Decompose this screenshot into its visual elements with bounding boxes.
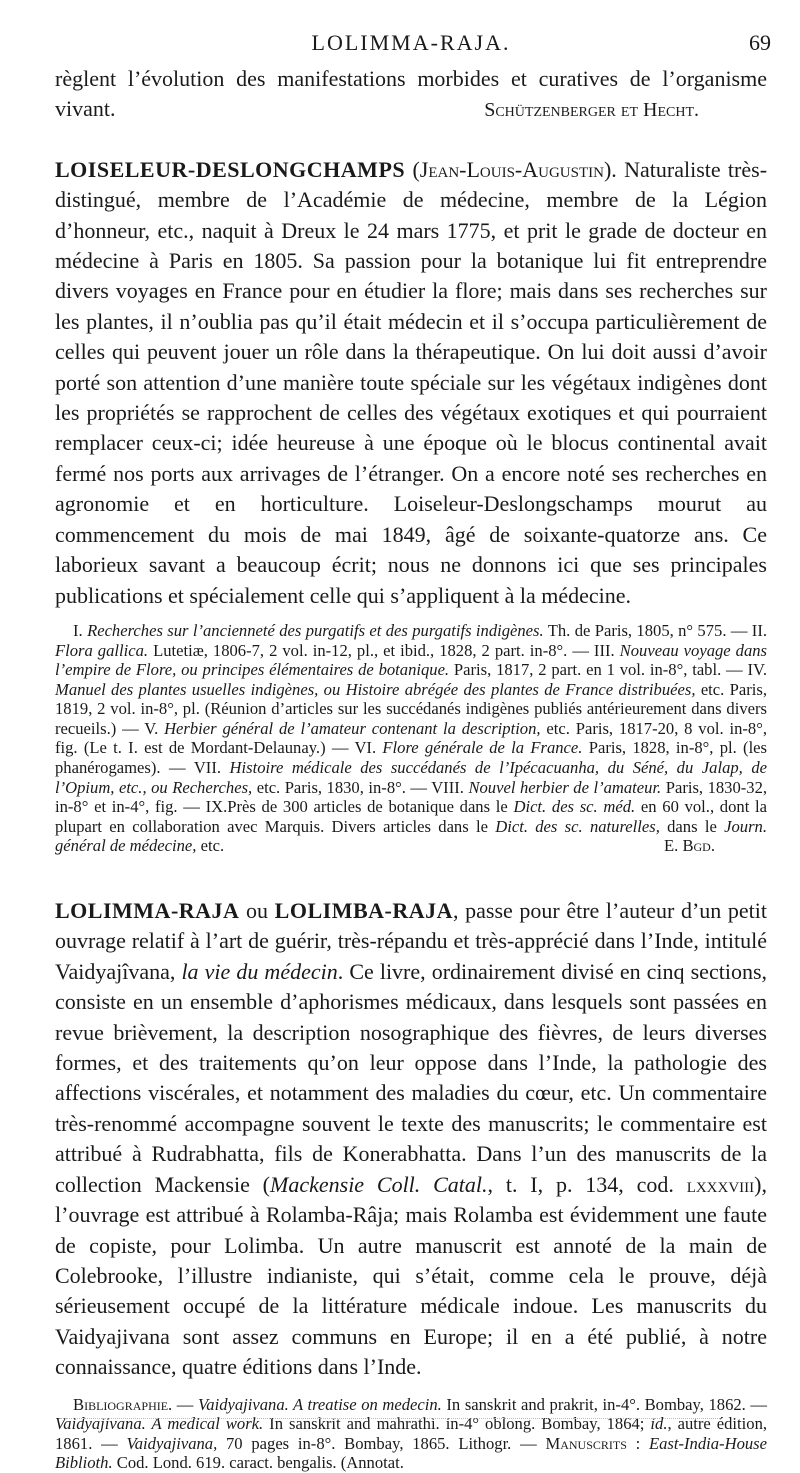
biblio-item — [73, 621, 752, 640]
spacer — [55, 856, 767, 896]
biblio-num: I. — [73, 620, 83, 640]
entry-lolimma-text: , t. I, p. 134, cod. — [487, 1171, 687, 1197]
page-number: 69 — [749, 30, 771, 55]
entry-lolimma-text: ), l’ouvrage est attribué à Rolamba-Râja; mais Rolamba est évidemment une faute de copiste, pour Lolimba. Un autre manuscrit est annoté de la main de Colebrooke, l’illustre indianiste, qui s’était, comme cela le prouve, déjà sérieusement occupé de la littérature médicale indoue. Les manuscrits du Vaidyajivana sont assez communs en Europe; il en a été publié, à notre connaissance, quatre éditions dans l’Inde. — [55, 1171, 767, 1380]
biblio-num: VIII. — [431, 777, 464, 797]
biblio-num: V. — [144, 718, 159, 738]
entry-lolimma-connector: ou — [239, 898, 275, 924]
manuscripts-rest: Cod. Lond. 619. caract. bengalis. (Annotat. — [112, 1453, 404, 1473]
biblio-title: Recherches sur l’ancienneté des purgatifs et des purgatifs indigènes. — [87, 620, 544, 640]
biblio-rest: In sanskrit and prakrit, in-4°. Bombay, 1862. — — [441, 1394, 768, 1414]
biblio-num: IV. — [747, 660, 767, 680]
biblio-title: Vaidyajivana. A medical work. — [55, 1414, 264, 1434]
entry-loiseleur-signature-text: E. Bgd. — [664, 836, 715, 856]
biblio-num: III. — [593, 640, 615, 660]
biblio-ref: Journ. général de médecine, — [55, 816, 767, 856]
biblio-text: etc. — [196, 836, 225, 856]
biblio-title: Flore générale de la France. — [382, 738, 583, 758]
biblio-ref: Dict. des sc. méd. — [513, 797, 636, 817]
biblio-rest: etc. Paris, 1817-20, 8 vol. in-8°, fig. (Le t. I. est de Mordant-Delaunay.) — — [55, 718, 768, 758]
biblio-title: Nouveau voyage dans l’empire de Flore, ou principes élémentaires de botanique. — [55, 640, 767, 680]
biblio-title: Histoire médicale des succédanés de l’Ipécacuanha, du Séné, du Jalap, de l’Opium, etc., ou Recherches, — [55, 758, 767, 797]
spacer — [55, 125, 767, 155]
manuscripts-title: East-India-House Biblioth. — [55, 1433, 767, 1473]
biblio-num: VI. — [354, 738, 377, 758]
carryover-signature-text: Schützenberger et Hecht. — [484, 98, 699, 121]
biblio-title: Vaidyajivana, — [126, 1433, 218, 1453]
biblio-rest: etc. Paris, 1819, 2 vol. in-8°, pl. (Réunion d’articles sur les succédanés indigènes publiés antérieurement dans divers recueils.) — — [55, 679, 767, 738]
biblio-num: II. — [751, 620, 767, 640]
manuscripts-sep: : — [626, 1433, 649, 1453]
biblio-title: Vaidyajivana. A treatise on medecin. — [197, 1394, 442, 1414]
entry-loiseleur-text: Naturaliste très-distingué, membre de l’Académie de médecine, membre de la Légion d’honneur, etc., naquit à Dreux le 24 mars 1775, et prit le grade de docteur en médecine à Paris en 1805. Sa passion pour la botanique lui fit entreprendre divers voyages en France pour en étudier la flore; mais dans ses recherches sur les plantes, il n’oublia pas qu’il était médecin et il s’occupa particulièrement de celles qui peuvent jouer un rôle dans la thérapeutique. On lui doit aussi d’avoir porté son attention d’une manière toute spéciale sur les végétaux indigènes dont les propriétés se rapprochent de celles des végétaux exotiques et qui pourraient remplacer ceux-ci; idée heureuse à une époque où le blocus continental avait fermé nos ports aux arrivages de l’étranger. On a encore noté ses recherches en agronomie et en horticulture. Loiseleur-Deslongschamps mourut au commencement du mois de mai 1849, âgé de soixante-quatorze ans. Ce laborieux savant a beaucoup écrit; nous ne donnons ici que ses principales publications et spécialement celle qui s’appliquent à la médecine. — [55, 156, 768, 608]
page — [55, 0, 771, 1473]
biblio-rest: Paris, 1830-32, in-8° et in-4°, fig. — — [55, 777, 768, 817]
biblio-num: IX. — [205, 797, 228, 817]
entry-loiseleur-forename: (Jean-Louis-Augustin). — [412, 156, 617, 182]
entry-loiseleur-headword: LOISELEUR-DESLONGCHAMPS — [55, 156, 406, 182]
carryover-text: règlent l’évolution des manifestations morbides et curatives de l’organisme vivant. — [55, 66, 767, 122]
biblio-rest: Près de 300 articles de botanique dans le — [227, 797, 514, 817]
manuscripts-label: Manuscrits — [545, 1433, 627, 1453]
entry-lolimma-codex: lxxxviii — [686, 1171, 755, 1197]
biblio-rest: Lutetiæ, 1806-7, 2 vol. in-12, pl., et ibid., 1828, 2 part. in-8°. — — [153, 640, 594, 660]
biblio-rest: Paris, 1828, in-8°, pl. (les phanérogames). — — [55, 738, 768, 778]
biblio-rest: etc. Paris, 1830, in-8°. — — [256, 777, 432, 797]
biblio-title: Manuel des plantes usuelles indigènes, ou Histoire abrégée des plantes de France distribuées, — [55, 679, 696, 699]
biblio-title: Flora gallica. — [55, 640, 149, 660]
biblio-rest: Th. de Paris, 1805, n° 575. — — [547, 620, 752, 640]
entry-lolimma-reference: Mackensie Coll. Catal. — [270, 1171, 488, 1197]
entry-lolimma-text: , passe pour être l’auteur d’un petit ouvrage relatif à l’art de guérir, très-répandu et très-apprécié dans l’Inde, intitulé Vaidyajîvana, — [55, 898, 767, 984]
entry-lolimma-text: . Ce livre, ordinairement divisé en cinq sections, consiste en un ensemble d’aphorismes médicaux, dans lesquels sont passées en revue brièvement, la description nosographique des fièvres, de leurs diverses formes, et des traitements qu’on leur oppose dans l’Inde, la pathologie des affections viscérales, et notamment des maladies du cœur, etc. Un commentaire très-renommé accompagne souvent le texte des manuscrits; le commentaire est attribué à Rudrabhatta, fils de Konerabhatta. Dans l’un des manuscrits de la collection Mackensie ( — [55, 958, 767, 1197]
biblio-text: en 60 vol., dont la plupart en collaboration avec Marquis. Divers articles dans le — [55, 797, 767, 836]
running-title: LOLIMMA-RAJA. — [311, 30, 511, 55]
biblio-title: Nouvel herbier de l’amateur. — [468, 777, 662, 797]
biblio-rest: 70 pages in-8°. Bombay, 1865. Lithogr. — — [217, 1433, 546, 1453]
biblio-num: VII. — [193, 758, 222, 778]
biblio-rest: In sanskrit and mahrathi. in-4° oblong. Bombay, 1864; — [263, 1414, 651, 1434]
biblio-rest: Paris, 1817, 2 part. en 1 vol. in-8°, tabl. — — [453, 660, 748, 680]
entry-lolimma — [55, 896, 767, 1383]
entry-loiseleur-bibliography — [55, 621, 767, 856]
biblio-label: Bibliographie. — [73, 1394, 173, 1414]
running-head — [55, 0, 771, 60]
carryover-signature — [55, 95, 767, 125]
biblio-title: Herbier général de l’amateur contenant la description, — [164, 718, 541, 738]
entry-lolimma-headword: LOLIMMA-RAJA — [55, 898, 240, 924]
bottom-dotted-rule — [60, 1418, 720, 1421]
biblio-rest: , autre édition, 1861. — — [55, 1414, 768, 1453]
biblio-text: dans le — [659, 816, 725, 836]
biblio-ref: Dict. des sc. naturelles, — [495, 816, 660, 836]
entry-lolimma-title: la vie du médecin — [181, 958, 338, 984]
entry-lolimma-bibliography: Bibliographie. — Vaidyajivana. A treatise on medecin. In sanskrit and prakrit, in-4°. Bombay, 1862. — Vaidyajivana. A medical work. In sanskrit and mahrathi. in-4° oblong. Bombay, 1864; id., autre édition, 1861. — Vaidyajivana, 70 pages in-8°. Bombay, 1865. Lithogr. — Manuscrits : East-India-House Biblioth. Cod. Lond. 619. caract. bengalis. (Annotat. — [55, 1394, 768, 1473]
entry-loiseleur — [55, 155, 767, 611]
entry-lolimma-headword-variant: LOLIMBA-RAJA — [274, 898, 454, 924]
biblio-title: id. — [650, 1414, 668, 1434]
